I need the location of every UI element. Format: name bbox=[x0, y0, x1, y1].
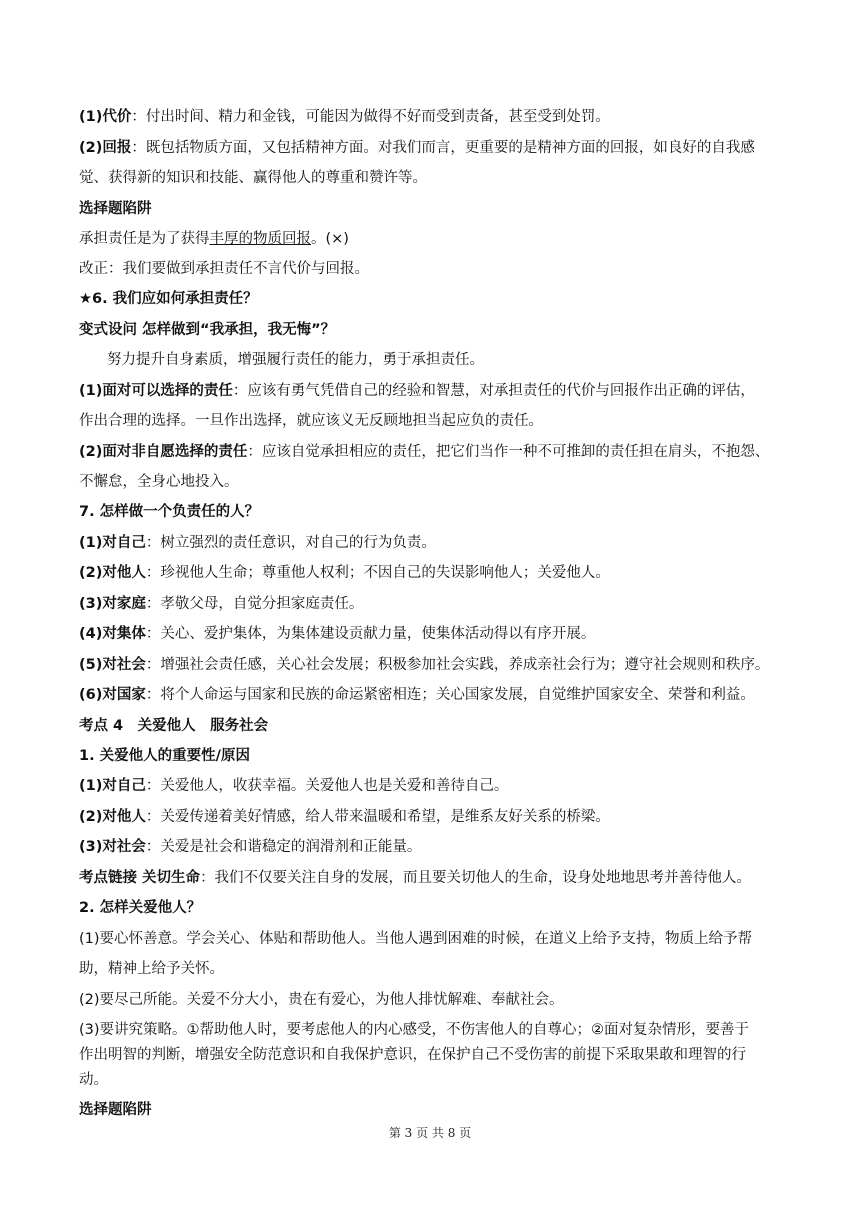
section-4-heading: 考点 4 关爱他人 服务社会 bbox=[79, 718, 269, 734]
care-item-2 bbox=[79, 807, 789, 827]
care-importance-heading: 1. 关爱他人的重要性/原因 bbox=[79, 748, 250, 764]
q6-item-1-label: (1)面对可以选择的责任 bbox=[79, 383, 233, 399]
q7-item-3-text: ：孝敬父母，自觉分担家庭责任。 bbox=[145, 596, 364, 612]
q7-item-3-label: (3)对家庭 bbox=[79, 596, 146, 612]
cost-text: ：付出时间、精力和金钱，可能因为做得不好而受到责备，甚至受到处罚。 bbox=[131, 109, 610, 125]
q7-item-4-text: ：关心、爱护集体，为集体建设贡献力量，使集体活动得以有序开展。 bbox=[145, 626, 596, 642]
q7-item-2 bbox=[79, 563, 789, 583]
q6-intro: 努力提升自身素质，增强履行责任的能力，勇于承担责任。 bbox=[107, 352, 484, 368]
how-care-item-3: (3)要讲究策略。①帮助他人时，要考虑他人的内心感受，不伤害他人的自尊心；②面对复杂情形，要善于 bbox=[79, 1022, 750, 1038]
care-item-3-label: (3)对社会 bbox=[79, 839, 146, 855]
q7-item-5-text: ：增强社会责任感，关心社会发展；积极参加社会实践，养成亲社会行为；遵守社会规则和秩序。 bbox=[145, 657, 770, 673]
q7-item-1 bbox=[79, 533, 789, 553]
q6-item-2-text: ：应该自觉承担相应的责任，把它们当作一种不可推卸的责任担在肩头，不抱怨、 bbox=[247, 444, 770, 460]
q6-item-1-text: ：应该有勇气凭借自己的经验和智慧，对承担责任的代价与回报作出正确的评估， bbox=[232, 383, 755, 399]
trap-underlined: 丰厚的物质回报 bbox=[209, 231, 311, 247]
q7-item-6-text: ：将个人命运与国家和民族的命运紧密相连；关心国家发展，自觉维护国家安全、荣誉和利益。 bbox=[145, 687, 755, 703]
correction-line: 改正：我们要做到承担责任不言代价与回报。 bbox=[79, 261, 369, 277]
q7-item-4-label: (4)对集体 bbox=[79, 626, 146, 642]
q7-item-3 bbox=[79, 594, 789, 614]
link-label: 考点链接 关切生命 bbox=[79, 870, 201, 886]
care-item-2-label: (2)对他人 bbox=[79, 809, 146, 825]
variant-question: 变式设问 怎样做到“我承担，我无悔”？ bbox=[79, 322, 336, 338]
q7-item-1-label: (1)对自己 bbox=[79, 535, 146, 551]
q6-item-1-cont: 作出合理的选择。一旦作出选择，就应该义无反顾地担当起应负的责任。 bbox=[79, 413, 543, 429]
trap-statement bbox=[79, 229, 789, 249]
q7-item-2-label: (2)对他人 bbox=[79, 565, 146, 581]
trap-text-2: 。(×) bbox=[311, 231, 349, 247]
q7-item-6 bbox=[79, 685, 789, 705]
reward-label: (2)回报 bbox=[79, 140, 132, 156]
reward-text: ：既包括物质方面，又包括精神方面。对我们而言，更重要的是精神方面的回报，如良好的自我感 bbox=[131, 140, 755, 156]
q6-item-2 bbox=[79, 442, 789, 462]
care-item-1 bbox=[79, 776, 789, 796]
how-care-heading: 2. 怎样关爱他人？ bbox=[79, 900, 202, 916]
q7-heading: 7. 怎样做一个负责任的人？ bbox=[79, 504, 260, 520]
q6-heading: ★6. 我们应如何承担责任？ bbox=[79, 291, 258, 307]
page-footer: 第 3 页 共 8 页 bbox=[388, 1126, 472, 1140]
cost-label: (1)代价 bbox=[79, 109, 132, 125]
care-item-1-label: (1)对自己 bbox=[79, 778, 146, 794]
q7-item-2-text: ：珍视他人生命；尊重他人权利；不因自己的失误影响他人；关爱他人。 bbox=[145, 565, 610, 581]
q6-item-1 bbox=[79, 381, 789, 401]
how-care-item-3-end: 动。 bbox=[79, 1072, 108, 1088]
care-item-3 bbox=[79, 837, 789, 857]
cost-line bbox=[79, 107, 789, 127]
q7-item-6-label: (6)对国家 bbox=[79, 687, 146, 703]
how-care-item-1: (1)要心怀善意。学会关心、体贴和帮助他人。当他人遇到困难的时候，在道义上给予支持，物质上给予帮 bbox=[79, 931, 753, 947]
how-care-item-3-cont: 作出明智的判断，增强安全防范意识和自我保护意识，在保护自己不受伤害的前提下采取果敢和理智的行 bbox=[79, 1047, 746, 1063]
care-item-3-text: ：关爱是社会和谐稳定的润滑剂和正能量。 bbox=[145, 839, 422, 855]
reward-line-cont: 觉、获得新的知识和技能、赢得他人的尊重和赞许等。 bbox=[79, 170, 427, 186]
link-text: ：我们不仅要关注自身的发展，而且要关切他人的生命，设身处地地思考并善待他人。 bbox=[200, 870, 752, 886]
link-line bbox=[79, 868, 789, 888]
q7-item-5 bbox=[79, 655, 789, 675]
trap-heading-2: 选择题陷阱 bbox=[79, 1102, 152, 1118]
reward-line bbox=[79, 138, 789, 158]
q7-item-5-label: (5)对社会 bbox=[79, 657, 146, 673]
q6-item-2-label: (2)面对非自愿选择的责任 bbox=[79, 444, 248, 460]
trap-heading: 选择题陷阱 bbox=[79, 201, 152, 217]
q7-item-4 bbox=[79, 624, 789, 644]
q6-item-2-cont: 不懈怠，全身心地投入。 bbox=[79, 474, 239, 490]
how-care-item-1-cont: 助，精神上给予关怀。 bbox=[79, 961, 224, 977]
trap-text-1: 承担责任是为了获得 bbox=[79, 231, 210, 247]
care-item-2-text: ：关爱传递着美好情感，给人带来温暖和希望，是维系友好关系的桥梁。 bbox=[145, 809, 610, 825]
care-item-1-text: ：关爱他人，收获幸福。关爱他人也是关爱和善待自己。 bbox=[145, 778, 509, 794]
q7-item-1-text: ：树立强烈的责任意识，对自己的行为负责。 bbox=[145, 535, 436, 551]
how-care-item-2: (2)要尽己所能。关爱不分大小，贵在有爱心，为他人排忧解难、奉献社会。 bbox=[79, 992, 564, 1008]
